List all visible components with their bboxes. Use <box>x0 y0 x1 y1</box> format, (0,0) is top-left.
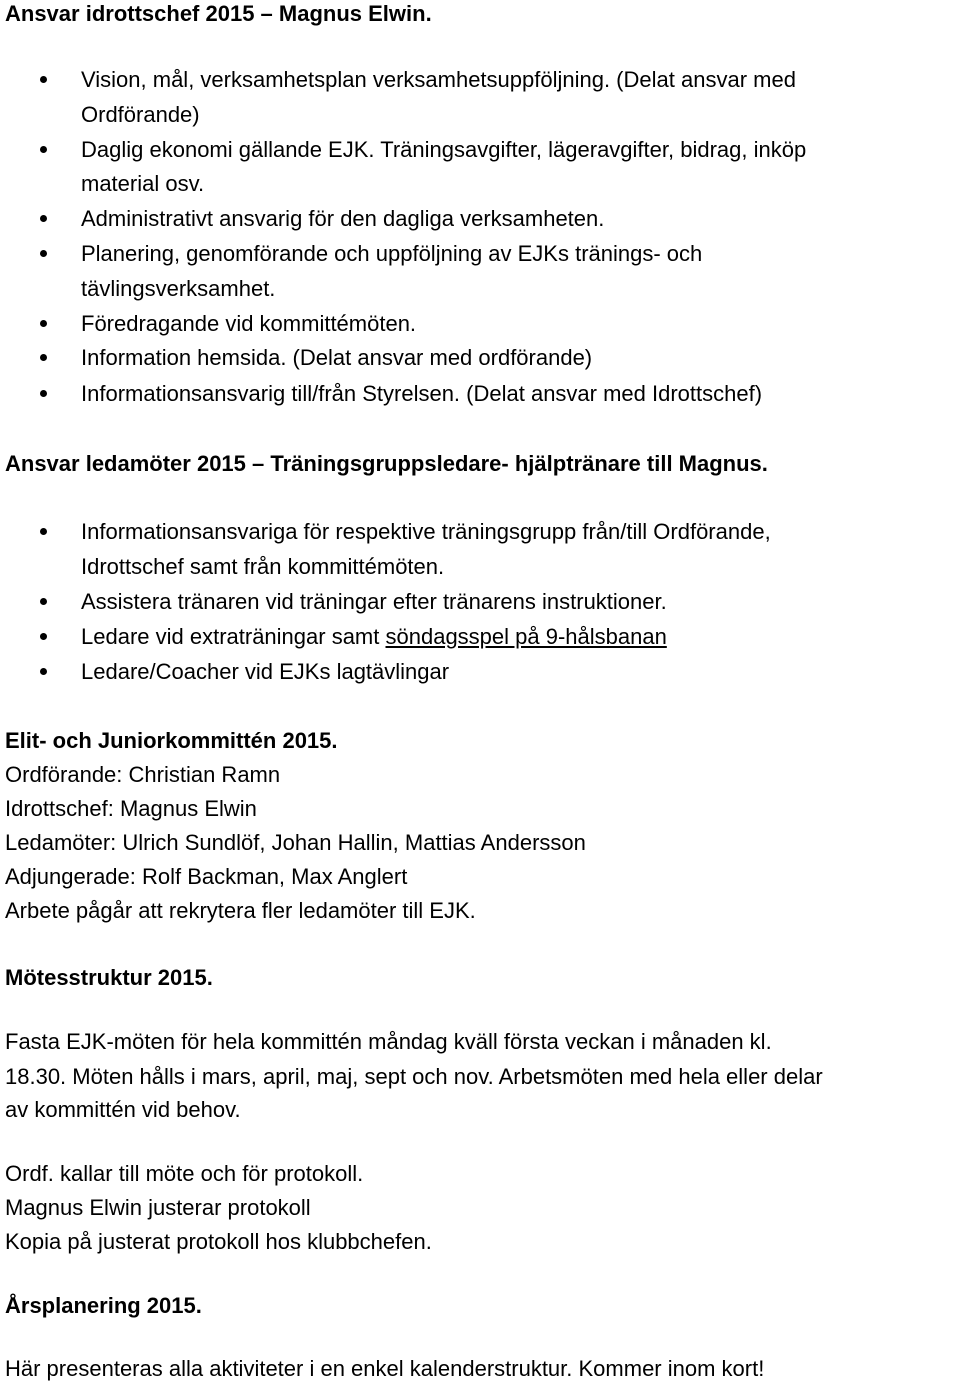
heading-ansvar-ledamoter: Ansvar ledamöter 2015 – Träningsgruppsledare- hjälptränare till Magnus. <box>5 451 768 476</box>
bullet-icon <box>40 146 47 153</box>
underlined-link-text: söndagsspel på 9-hålsbanan <box>385 624 667 649</box>
bullet-icon <box>40 668 47 675</box>
heading-motesstruktur: Mötesstruktur 2015. <box>5 965 213 990</box>
bullet-icon <box>40 598 47 605</box>
bullet-icon <box>40 320 47 327</box>
text-line: Ordförande: Christian Ramn <box>5 762 281 787</box>
paragraph-line: Fasta EJK-möten för hela kommittén måndag kväll första veckan i månaden kl. <box>5 1029 772 1054</box>
document-page: Ansvar idrottschef 2015 – Magnus Elwin. Vision, mål, verksamhetsplan verksamhetsuppföljning. (Delat ansvar med Ordförande) Daglig ekonomi gällande EJK. Träningsavgifter, lägeravgifter, bidrag, inköp material osv. Administrativt ansvarig för den dagliga verksamheten. Planering, genomförande och uppföljning av EJKs tränings- och tävlingsverksamhet. Föredragande vid kommittémöten. Information hemsida. (Delat ansvar med ordförande) Informationsansvarig till/från Styrelsen. (Delat ansvar med Idrottschef) Ansvar ledamöter 2015 – Träningsgruppsledare- hjälptränare till Magnus. Informationsansvariga för respektive träningsgrupp från/till Ordförande, Idrottschef samt från kommittémöten. Assistera tränaren vid träningar efter tränarens instruktioner. Ledare vid extraträningar samt söndagsspel på 9-hålsbanan Ledare/Coacher vid EJKs lagtävlingar Elit- och Juniorkommittén 2015. Ordförande: Christian Ramn Idrottschef: Magnus Elwin Ledamöter: Ulrich Sundlöf, Johan Hallin, Mattias Andersson Adjungerade: Rolf Backman, Max Anglert Arbete pågår att rekrytera fler ledamöter till EJK. Mötesstruktur 2015. Fasta EJK-möten för hela kommittén måndag kväll första veckan i månaden kl. 18.30. Möten hålls i mars, april, maj, sept och nov. Arbetsmöten med hela eller delar av kommittén vid behov. Ordf. kallar till möte och för protokoll. Magnus Elwin justerar protokoll Kopia på justerat protokoll hos klubbchefen. Årsplanering 2015. Här presenteras alla aktiviteter i en enkel kalenderstruktur. Kommer inom kort! <box>5 1 823 1381</box>
bullet-icon <box>40 390 47 397</box>
list-item-continuation: material osv. <box>81 171 205 196</box>
bullet-icon <box>40 633 47 640</box>
text-line: Kopia på justerat protokoll hos klubbchefen. <box>5 1229 432 1254</box>
bullet-icon <box>40 76 47 83</box>
list-item-continuation: tävlingsverksamhet. <box>81 276 276 301</box>
text-line: Idrottschef: Magnus Elwin <box>5 796 257 821</box>
heading-ansvar-idrottschef: Ansvar idrottschef 2015 – Magnus Elwin. <box>5 1 432 26</box>
text-line: Ordf. kallar till möte och för protokoll. <box>5 1161 364 1186</box>
text-line: Magnus Elwin justerar protokoll <box>5 1195 311 1220</box>
text-line: Adjungerade: Rolf Backman, Max Anglert <box>5 864 408 889</box>
paragraph-line: Här presenteras alla aktiviteter i en enkel kalenderstruktur. Kommer inom kort! <box>5 1356 765 1381</box>
list-item-text: Ledare vid extraträningar samt <box>81 624 386 649</box>
bullet-icon <box>40 250 47 257</box>
list-item-continuation: Ordförande) <box>81 102 200 127</box>
text-line: Ledamöter: Ulrich Sundlöf, Johan Hallin, Mattias Andersson <box>5 830 586 855</box>
list-item-continuation: Idrottschef samt från kommittémöten. <box>81 554 445 579</box>
text-line: Arbete pågår att rekrytera fler ledamöter till EJK. <box>5 898 476 923</box>
heading-elit-juniorkommitten: Elit- och Juniorkommittén 2015. <box>5 728 338 753</box>
paragraph-line: av kommittén vid behov. <box>5 1097 241 1122</box>
paragraph-line: 18.30. Möten hålls i mars, april, maj, sept och nov. Arbetsmöten med hela eller delar <box>5 1064 823 1089</box>
heading-arsplanering: Årsplanering 2015. <box>5 1293 202 1318</box>
bullet-icon <box>40 215 47 222</box>
bullet-icon <box>40 528 47 535</box>
bullet-icon <box>40 354 47 361</box>
